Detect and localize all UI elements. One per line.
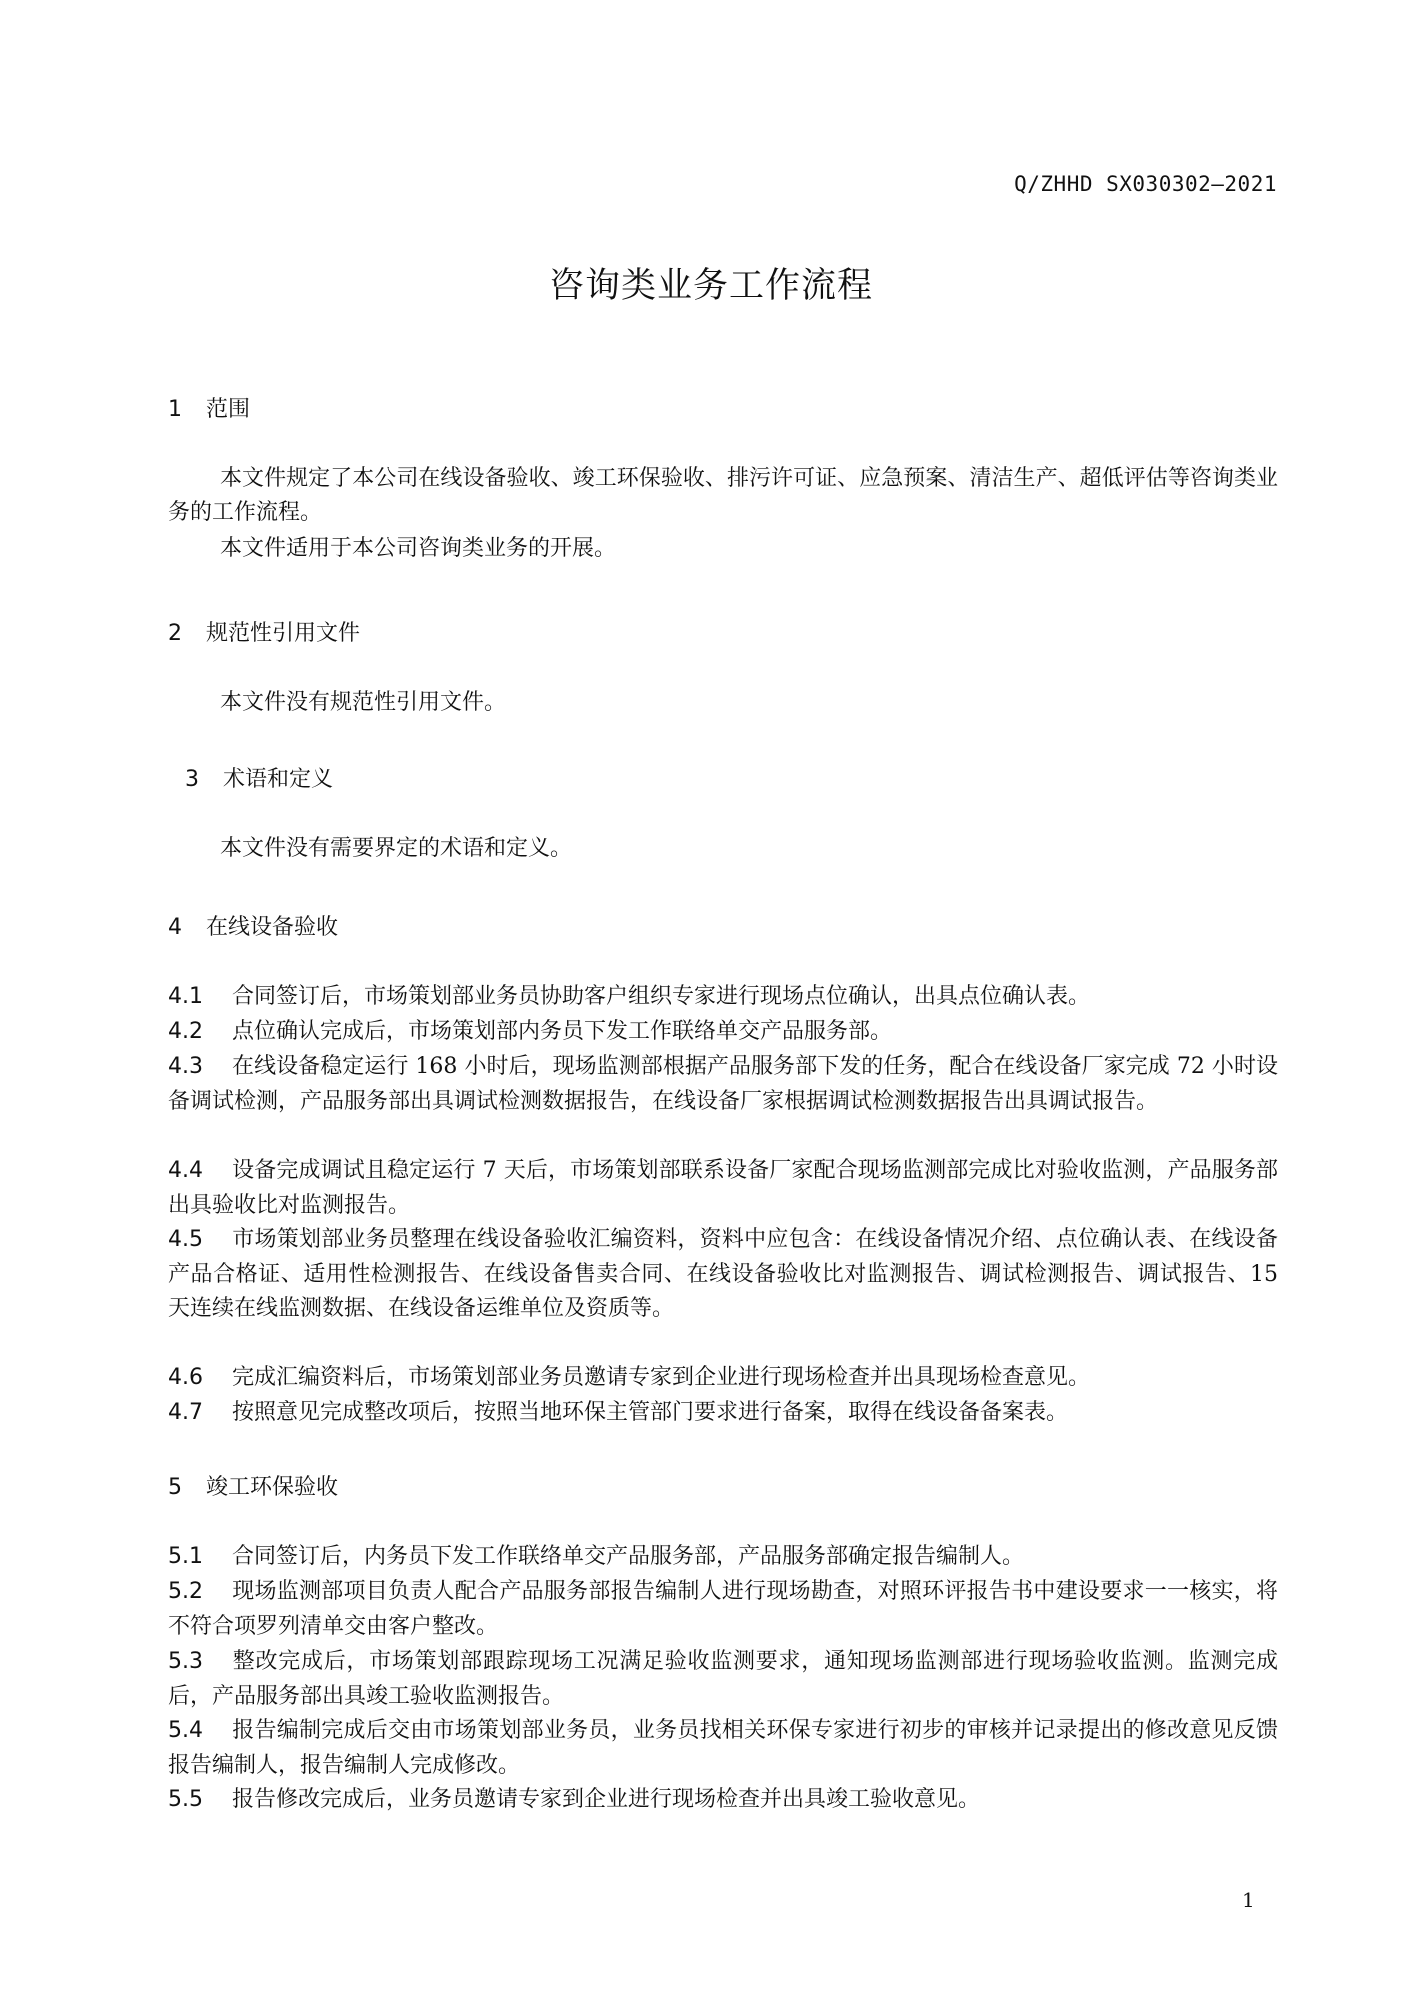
section-heading-2 [168, 616, 360, 647]
clause-text: 报告修改完成后，业务员邀请专家到企业进行现场检查并出具竣工验收意见。 [232, 1787, 981, 1812]
clause-5-4 [168, 1714, 1278, 1783]
clause-text: 合同签订后，市场策划部业务员协助客户组织专家进行现场点位确认，出具点位确认表。 [232, 984, 1091, 1009]
clause-text: 在线设备稳定运行 168 小时后，现场监测部根据产品服务部下发的任务，配合在线设备厂家完成 72 小时设备调试检测，产品服务部出具调试检测数据报告，在线设备厂家根据调试检测数据报告出具调试报告。 [168, 1054, 1278, 1114]
section-title: 范围 [206, 397, 251, 422]
clause-5-1 [168, 1540, 1278, 1575]
clause-text: 按照意见完成整改项后，按照当地环保主管部门要求进行备案，取得在线设备备案表。 [232, 1400, 1069, 1425]
clause-text: 点位确认完成后，市场策划部内务员下发工作联络单交产品服务部。 [232, 1019, 893, 1044]
clause-number: 4.3 [168, 1054, 203, 1079]
clause-text: 设备完成调试且稳定运行 7 天后，市场策划部联系设备厂家配合现场监测部完成比对验收监测，产品服务部出具验收比对监测报告。 [168, 1158, 1278, 1218]
clause-number: 5.1 [168, 1544, 203, 1569]
clause-4-2 [168, 1015, 1278, 1050]
section-number: 1 [168, 397, 182, 422]
clause-4-4 [168, 1154, 1278, 1223]
clause-number: 4.5 [168, 1227, 203, 1252]
paragraph: 本文件没有需要界定的术语和定义。 [220, 836, 573, 861]
section-number: 4 [168, 915, 182, 940]
section-title: 术语和定义 [223, 767, 334, 792]
clause-5-3 [168, 1645, 1278, 1714]
clause-number: 4.7 [168, 1400, 203, 1425]
paragraph: 本文件没有规范性引用文件。 [220, 690, 507, 715]
clause-number: 4.6 [168, 1365, 203, 1390]
section-heading-4 [168, 910, 338, 941]
section-heading-5 [168, 1470, 338, 1501]
section-title: 在线设备验收 [206, 915, 339, 940]
section-number: 5 [168, 1475, 182, 1500]
clause-number: 5.2 [168, 1579, 203, 1604]
section-number: 3 [185, 767, 199, 792]
document-title: 咨询类业务工作流程 [548, 266, 873, 306]
page-number: 1 [1242, 1888, 1255, 1912]
section-title: 竣工环保验收 [206, 1475, 339, 1500]
section-title: 规范性引用文件 [206, 621, 361, 646]
clause-number: 5.3 [168, 1649, 203, 1674]
clause-4-1 [168, 980, 1278, 1015]
clause-number: 5.5 [168, 1787, 203, 1812]
clause-text: 整改完成后，市场策划部跟踪现场工况满足验收监测要求，通知现场监测部进行现场验收监测。监测完成后，产品服务部出具竣工验收监测报告。 [168, 1649, 1278, 1709]
paragraph: 本文件规定了本公司在线设备验收、竣工环保验收、排污许可证、应急预案、清洁生产、超低评估等咨询类业务的工作流程。 [168, 466, 1278, 525]
document-code: Q/ZHHD SX030302—2021 [1014, 172, 1277, 196]
clause-text: 报告编制完成后交由市场策划部业务员，业务员找相关环保专家进行初步的审核并记录提出的修改意见反馈报告编制人，报告编制人完成修改。 [168, 1718, 1278, 1778]
clause-text: 合同签订后，内务员下发工作联络单交产品服务部，产品服务部确定报告编制人。 [232, 1544, 1025, 1569]
clause-5-5 [168, 1783, 1278, 1818]
clause-number: 4.2 [168, 1019, 203, 1044]
section-heading-3 [185, 762, 333, 793]
clause-5-2 [168, 1575, 1278, 1644]
clause-text: 现场监测部项目负责人配合产品服务部报告编制人进行现场勘查，对照环评报告书中建设要求一一核实，将不符合项罗列清单交由客户整改。 [168, 1579, 1278, 1639]
section-number: 2 [168, 621, 182, 646]
clause-text: 市场策划部业务员整理在线设备验收汇编资料，资料中应包含：在线设备情况介绍、点位确认表、在线设备产品合格证、适用性检测报告、在线设备售卖合同、在线设备验收比对监测报告、调试检测报告、调试报告、15 天连续在线监测数据、在线设备运维单位及资质等。 [168, 1227, 1278, 1321]
clause-number: 4.4 [168, 1158, 203, 1183]
clause-text: 完成汇编资料后，市场策划部业务员邀请专家到企业进行现场检查并出具现场检查意见。 [232, 1365, 1091, 1390]
clause-number: 5.4 [168, 1718, 203, 1743]
clause-4-6 [168, 1361, 1278, 1396]
paragraph: 本文件适用于本公司咨询类业务的开展。 [220, 536, 617, 561]
section-heading-1 [168, 392, 250, 423]
clause-4-5 [168, 1223, 1278, 1327]
clause-number: 4.1 [168, 984, 203, 1009]
clause-4-3 [168, 1050, 1278, 1119]
clause-4-7 [168, 1396, 1278, 1431]
